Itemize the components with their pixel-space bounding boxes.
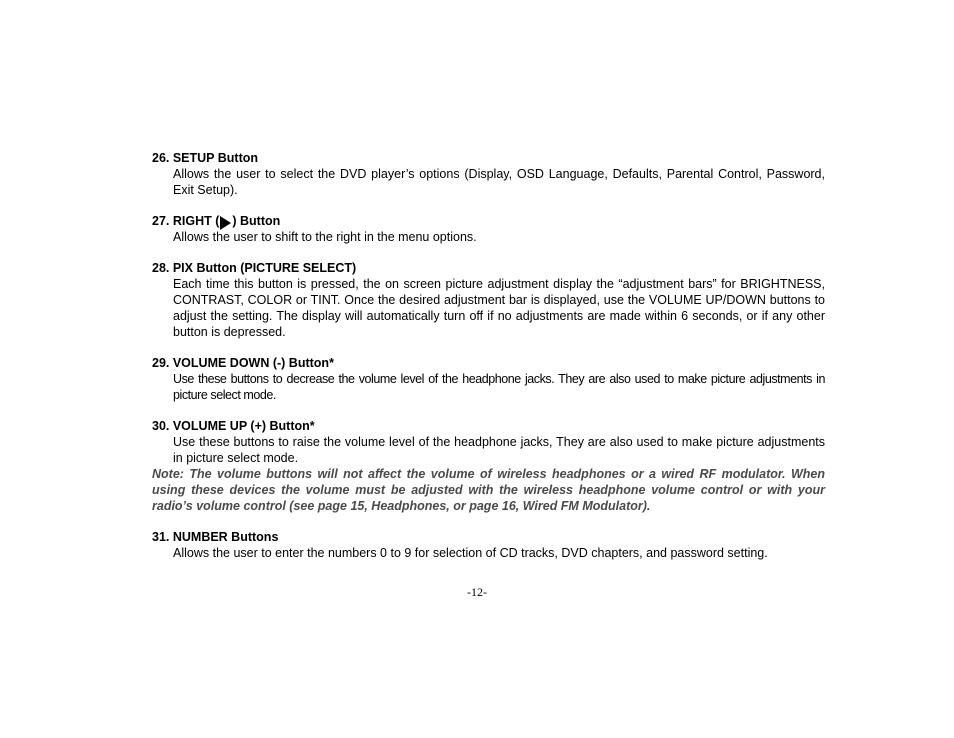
section-description: Use these buttons to decrease the volume level of the headphone jacks. They are also used to make picture adjustments in picture select mode.	[173, 372, 825, 402]
manual-page-content	[152, 150, 825, 576]
section-number-buttons	[152, 529, 825, 561]
section-right-button	[152, 213, 825, 245]
section-heading	[152, 213, 825, 229]
section-setup-button	[152, 150, 825, 198]
section-pix-button	[152, 260, 825, 340]
section-description: Use these buttons to raise the volume level of the headphone jacks, They are also used to make picture adjustments in picture select mode.	[173, 435, 825, 465]
section-heading: 31. NUMBER Buttons	[152, 530, 279, 544]
section-description: Allows the user to shift to the right in the menu options.	[173, 230, 477, 244]
page-number: -12-	[467, 585, 487, 599]
section-description: Allows the user to enter the numbers 0 to 9 for selection of CD tracks, DVD chapters, and password setting.	[173, 546, 768, 560]
volume-note: Note: The volume buttons will not affect the volume of wireless headphones or a wired RF modulator. When using these devices the volume must be adjusted with the wireless headphone volume control or with your radio’s volume control (see page 15, Headphones, or page 16, Wired FM Modulator).	[152, 467, 825, 513]
play-right-arrow-icon	[220, 216, 231, 230]
section-heading: 29. VOLUME DOWN (-) Button*	[152, 356, 334, 370]
section-heading: 26. SETUP Button	[152, 151, 259, 165]
section-description: Allows the user to select the DVD player’s options (Display, OSD Language, Defaults, Parental Control, Password, Exit Setup).	[173, 167, 825, 197]
heading-suffix: ) Button	[232, 214, 281, 228]
section-heading: 28. PIX Button (PICTURE SELECT)	[152, 261, 357, 275]
section-volume-up-button	[152, 418, 825, 514]
section-heading: 30. VOLUME UP (+) Button*	[152, 419, 315, 433]
heading-prefix: 27. RIGHT (	[152, 214, 220, 228]
section-volume-down-button	[152, 355, 825, 403]
section-description: Each time this button is pressed, the on screen picture adjustment display the “adjustment bars” for BRIGHTNESS, CONTRAST, COLOR or TINT. Once the desired adjustment bar is displayed, use the VOLUME UP/DOWN buttons to adjust the setting. The display will automatically turn off if no adjustments are made within 6 seconds, or if any other button is depressed.	[173, 277, 825, 339]
